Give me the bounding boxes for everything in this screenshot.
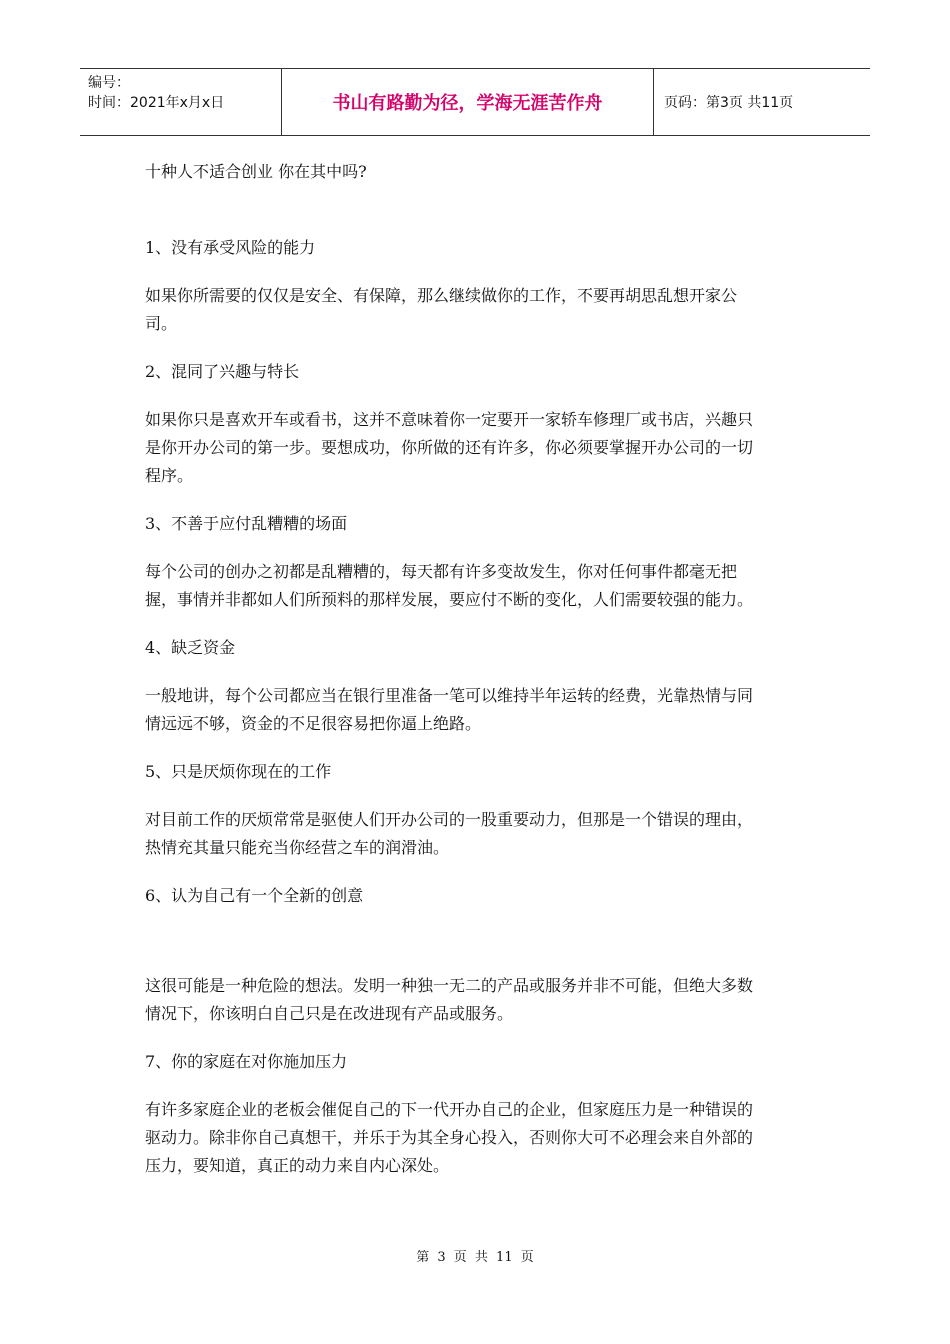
header-motto: 书山有路勤为径，学海无涯苦作舟 <box>282 69 654 135</box>
section-paragraph: 一般地讲，每个公司都应当在银行里准备一笔可以维持半年运转的经费，光靠热情与同情远远不够，资金的不足很容易把你逼上绝路。 <box>145 686 754 733</box>
section-heading: 4、缺乏资金 <box>145 638 236 657</box>
header-table <box>80 68 870 136</box>
section-heading: 6、认为自己有一个全新的创意 <box>145 886 364 905</box>
header-meta <box>80 69 282 135</box>
document-time-label: 时间：2021年x月x日 <box>88 95 225 111</box>
section-paragraph: 如果你所需要的仅仅是安全、有保障，那么继续做你的工作，不要再胡思乱想开家公司。 <box>145 286 738 333</box>
section-heading: 1、没有承受风险的能力 <box>145 238 316 257</box>
section-paragraph: 如果你只是喜欢开车或看书，这并不意味着你一定要开一家轿车修理厂或书店，兴趣只是你开办公司的第一步。要想成功，你所做的还有许多，你必须要掌握开办公司的一切程序。 <box>145 410 754 485</box>
section-paragraph: 这很可能是一种危险的想法。发明一种独一无二的产品或服务并非不可能，但绝大多数情况下，你该明白自己只是在改进现有产品或服务。 <box>145 976 754 1023</box>
section-paragraph: 每个公司的创办之初都是乱糟糟的，每天都有许多变故发生，你对任何事件都毫无把握，事情并非都如人们所预料的那样发展，要应付不断的变化，人们需要较强的能力。 <box>145 562 754 609</box>
article-body <box>145 158 765 1200</box>
section-paragraph: 对目前工作的厌烦常常是驱使人们开办公司的一股重要动力，但那是一个错误的理由，热情充其量只能充当你经营之车的润滑油。 <box>145 810 754 857</box>
section-heading: 7、你的家庭在对你施加压力 <box>145 1052 348 1071</box>
header-page-label: 页码：第3页 共11页 <box>664 95 794 111</box>
page-footer: 第 3 页 共 11 页 <box>416 1250 534 1265</box>
section-heading: 3、不善于应付乱糟糟的场面 <box>145 514 348 533</box>
section-heading: 2、混同了兴趣与特长 <box>145 362 300 381</box>
section-heading: 5、只是厌烦你现在的工作 <box>145 762 332 781</box>
document-number-label: 编号： <box>88 75 130 91</box>
article-title: 十种人不适合创业 你在其中吗? <box>145 162 367 181</box>
section-paragraph: 有许多家庭企业的老板会催促自己的下一代开办自己的企业，但家庭压力是一种错误的驱动力。除非你自己真想干，并乐于为其全身心投入，否则你大可不必理会来自外部的压力，要知道，真正的动力来自内心深处。 <box>145 1100 754 1175</box>
